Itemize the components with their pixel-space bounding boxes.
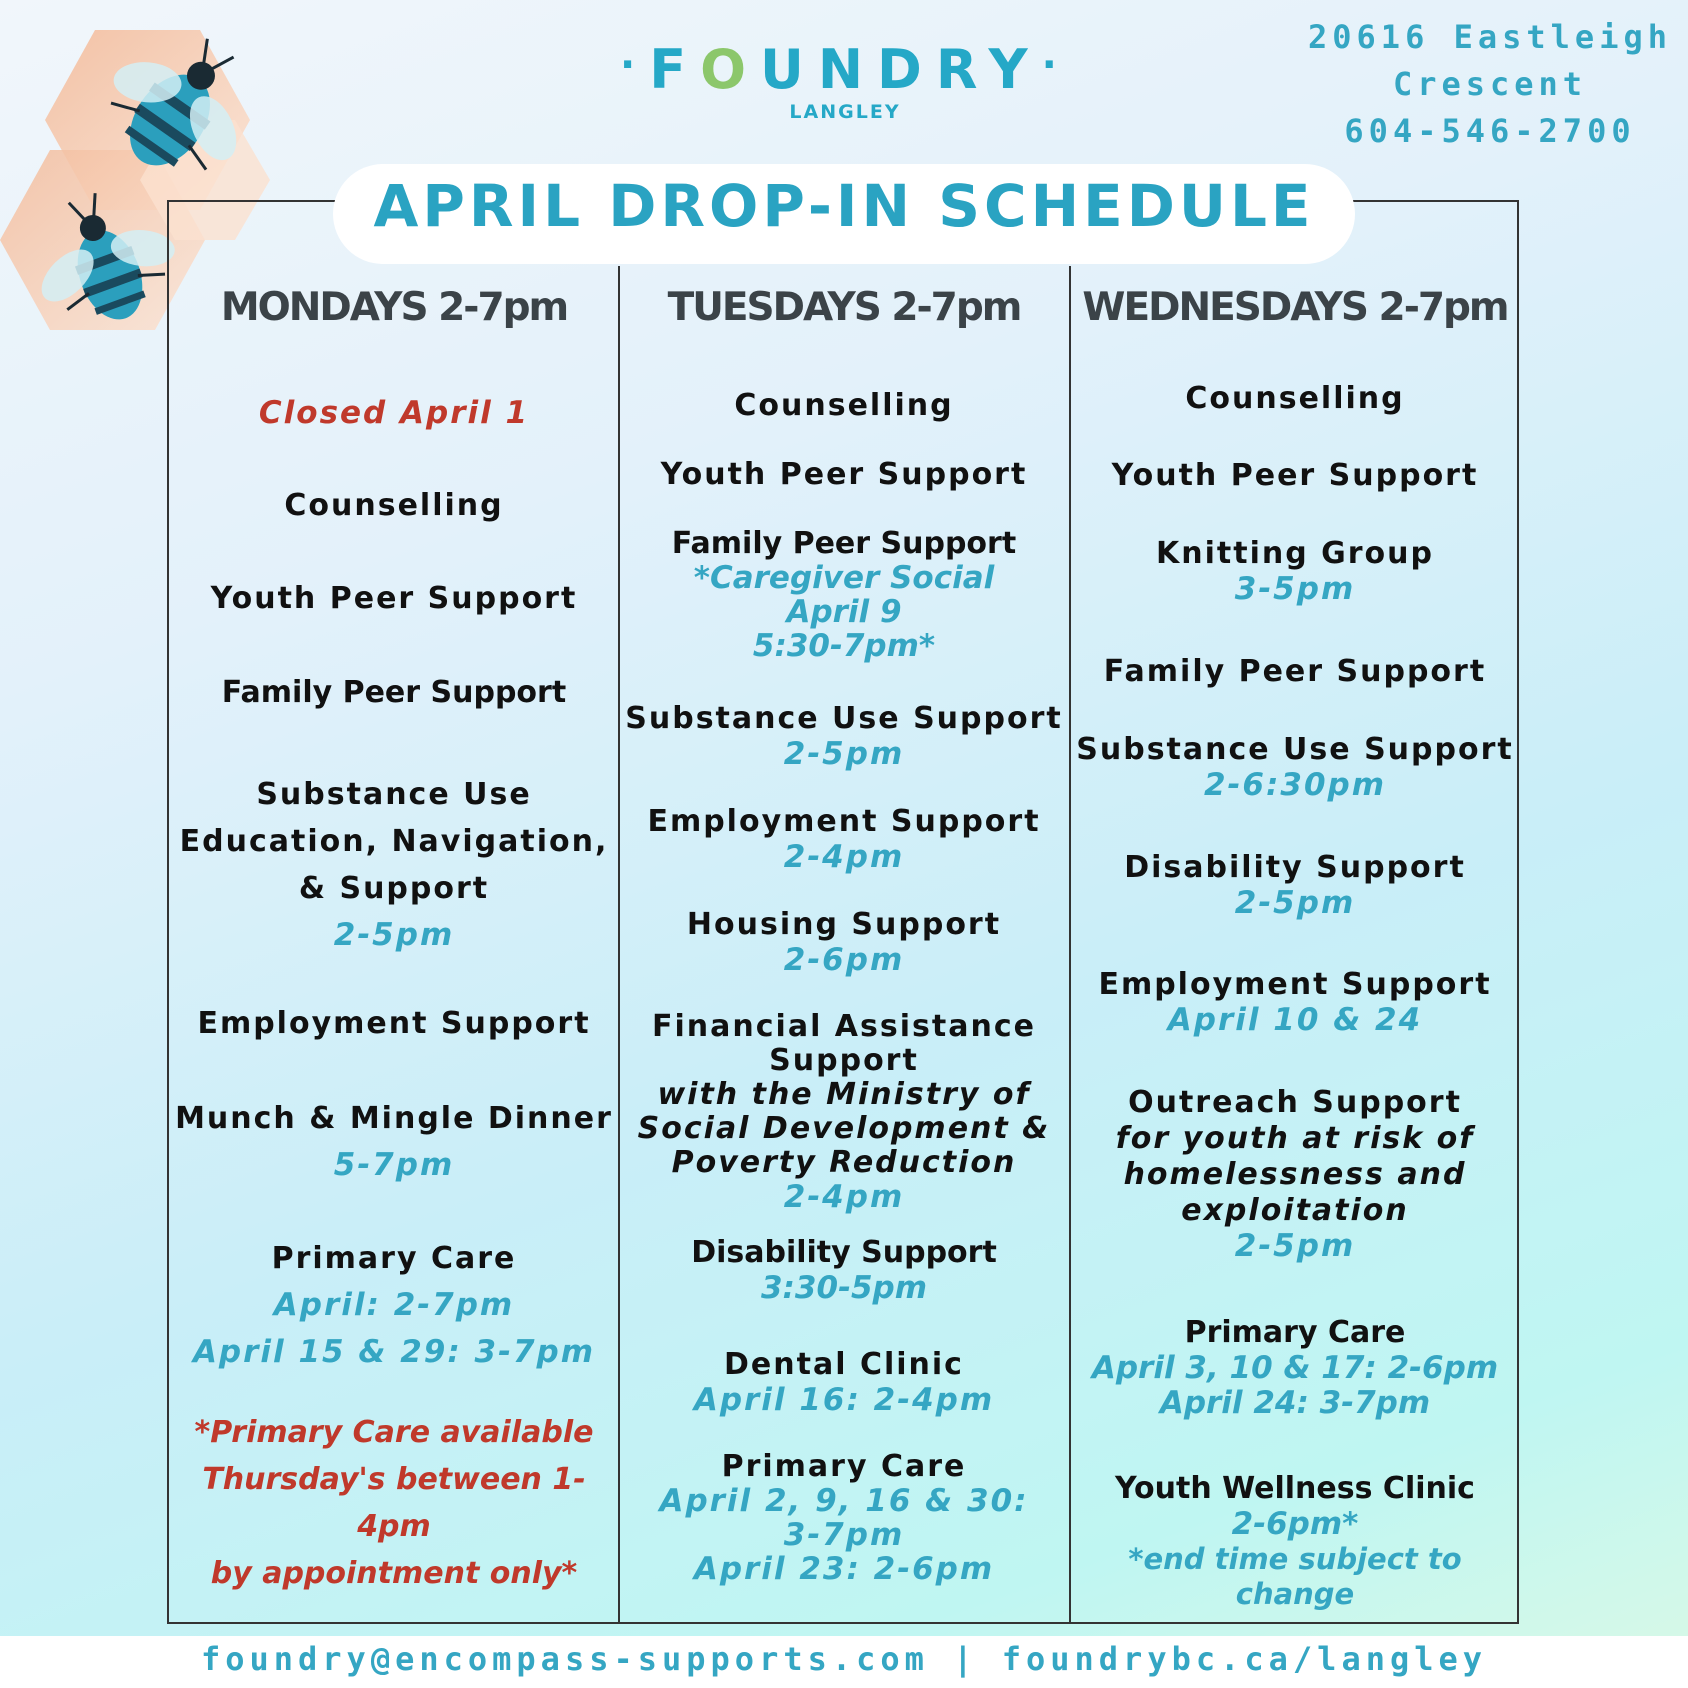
tuesday-substance-time: 2-5pm bbox=[783, 736, 905, 772]
logo-letter-f: F bbox=[649, 38, 701, 101]
wednesday-substance: Substance Use Support bbox=[1076, 732, 1514, 767]
monday-substance-line2: Education, Navigation, bbox=[179, 824, 609, 859]
tuesday-primary-time-1: April 2, 9, 16 & 30: bbox=[659, 1483, 1029, 1519]
tuesday-caregiver-line1: *Caregiver Social bbox=[693, 560, 995, 596]
wednesday-employment: Employment Support bbox=[1098, 967, 1492, 1002]
monday-substance-line3: & Support bbox=[298, 871, 490, 906]
tuesday-financial-time: 2-4pm bbox=[783, 1179, 905, 1215]
tuesday-financial-line5: Poverty Reduction bbox=[671, 1145, 1017, 1180]
wednesday-primary-time-1: April 3, 10 & 17: 2-6pm bbox=[1091, 1350, 1499, 1386]
wednesday-outreach-line4: exploitation bbox=[1181, 1193, 1409, 1228]
logo-wordmark bbox=[620, 38, 1070, 101]
tuesday-financial-line1: Financial Assistance bbox=[652, 1009, 1036, 1044]
footer-website-link[interactable]: foundrybc.ca/langley bbox=[1001, 1640, 1488, 1678]
wednesday-outreach: Outreach Support bbox=[1128, 1085, 1462, 1120]
wednesday-disability-time: 2-5pm bbox=[1234, 885, 1356, 921]
monday-munch-time: 5-7pm bbox=[333, 1147, 455, 1183]
wednesday-outreach-line2: for youth at risk of bbox=[1115, 1121, 1475, 1156]
wednesday-knitting-time: 3-5pm bbox=[1234, 571, 1356, 607]
wednesday-heading: WEDNESDAYS 2-7pm bbox=[1082, 285, 1508, 330]
monday-substance-line1: Substance Use bbox=[256, 777, 532, 812]
monday-primary-time-1: April: 2-7pm bbox=[273, 1287, 515, 1323]
tuesday-counselling: Counselling bbox=[734, 388, 954, 423]
monday-primary-time-2: April 15 & 29: 3-7pm bbox=[192, 1334, 596, 1370]
address-street: 20616 Eastleigh bbox=[1308, 18, 1672, 56]
tuesday-youth-peer: Youth Peer Support bbox=[660, 457, 1028, 492]
wednesday-counselling: Counselling bbox=[1185, 381, 1405, 416]
monday-employment: Employment Support bbox=[197, 1006, 591, 1041]
monday-family-peer: Family Peer Support bbox=[221, 675, 567, 710]
wednesday-family-peer: Family Peer Support bbox=[1103, 654, 1487, 689]
tuesday-caregiver-line3: 5:30-7pm* bbox=[752, 628, 936, 664]
tuesday-primary-time-3: April 23: 2-6pm bbox=[693, 1551, 995, 1587]
tuesday-dental-time: April 16: 2-4pm bbox=[693, 1382, 995, 1418]
monday-youth-peer: Youth Peer Support bbox=[210, 581, 578, 616]
wednesday-disability: Disability Support bbox=[1124, 850, 1466, 885]
wednesday-youth-peer: Youth Peer Support bbox=[1111, 458, 1479, 493]
wednesday-employment-time: April 10 & 24 bbox=[1167, 1002, 1423, 1038]
tuesday-dental: Dental Clinic bbox=[724, 1347, 964, 1382]
tuesday-disability: Disability Support bbox=[691, 1235, 997, 1270]
tuesday-substance: Substance Use Support bbox=[625, 701, 1063, 736]
footer-separator: | bbox=[953, 1640, 978, 1678]
wednesday-outreach-time: 2-5pm bbox=[1234, 1228, 1356, 1264]
wednesday-wellness-note: *end time subject to change bbox=[1128, 1542, 1462, 1611]
logo-dot-icon: · bbox=[1041, 42, 1071, 88]
monday-primary-note-3: by appointment only* bbox=[210, 1556, 578, 1591]
tuesday-financial-line4: Social Development & bbox=[637, 1111, 1051, 1146]
tuesday-family-peer: Family Peer Support bbox=[671, 526, 1017, 561]
wednesday-wellness-time: 2-6pm* bbox=[1231, 1506, 1359, 1542]
page-title: APRIL DROP-IN SCHEDULE bbox=[373, 172, 1315, 240]
footer-contact bbox=[0, 1640, 1688, 1678]
wednesday-wellness: Youth Wellness Clinic bbox=[1115, 1471, 1475, 1506]
tuesday-disability-time: 3:30-5pm bbox=[760, 1270, 928, 1306]
tuesday-primary-care: Primary Care bbox=[721, 1449, 967, 1484]
wednesday-column bbox=[1071, 285, 1519, 1611]
tuesday-employment-time: 2-4pm bbox=[783, 839, 905, 875]
monday-substance-time: 2-5pm bbox=[333, 917, 455, 953]
tuesday-financial-line3: with the Ministry of bbox=[657, 1077, 1031, 1112]
footer-email-link[interactable]: foundry@encompass-supports.com bbox=[200, 1640, 929, 1678]
logo-letter-o: O bbox=[700, 38, 760, 101]
wednesday-primary-time-2: April 24: 3-7pm bbox=[1159, 1385, 1431, 1421]
address-street-2: Crescent bbox=[1392, 65, 1588, 103]
monday-munch-mingle: Munch & Mingle Dinner bbox=[175, 1101, 613, 1136]
tuesday-column bbox=[620, 285, 1068, 1587]
monday-primary-note-1: *Primary Care available bbox=[194, 1415, 594, 1450]
wednesday-outreach-line3: homelessness and bbox=[1123, 1157, 1467, 1192]
wednesday-substance-time: 2-6:30pm bbox=[1203, 767, 1387, 803]
tuesday-employment: Employment Support bbox=[647, 804, 1041, 839]
monday-heading: MONDAYS 2-7pm bbox=[220, 285, 568, 330]
tuesday-primary-time-2: 3-7pm bbox=[783, 1517, 905, 1553]
logo-letters-undry: UNDRY bbox=[760, 38, 1042, 101]
address-phone: 604-546-2700 bbox=[1344, 112, 1636, 150]
monday-column bbox=[170, 285, 618, 1591]
monday-primary-note-2: Thursday's between 1-4pm bbox=[202, 1462, 586, 1544]
tuesday-housing-time: 2-6pm bbox=[783, 942, 905, 978]
tuesday-financial-line2: Support bbox=[769, 1043, 919, 1078]
monday-closed-note: Closed April 1 bbox=[258, 395, 530, 431]
contact-address bbox=[1300, 14, 1680, 155]
wednesday-knitting: Knitting Group bbox=[1156, 536, 1434, 571]
tuesday-housing: Housing Support bbox=[686, 907, 1002, 942]
tuesday-heading: TUESDAYS 2-7pm bbox=[667, 285, 1021, 330]
logo-location: LANGLEY bbox=[789, 101, 901, 123]
wednesday-primary-care: Primary Care bbox=[1184, 1315, 1406, 1350]
foundry-logo bbox=[620, 38, 1070, 123]
logo-dot-icon: · bbox=[620, 42, 650, 88]
monday-primary-care: Primary Care bbox=[271, 1241, 517, 1276]
tuesday-caregiver-line2: April 9 bbox=[786, 594, 902, 630]
monday-counselling: Counselling bbox=[284, 488, 504, 523]
